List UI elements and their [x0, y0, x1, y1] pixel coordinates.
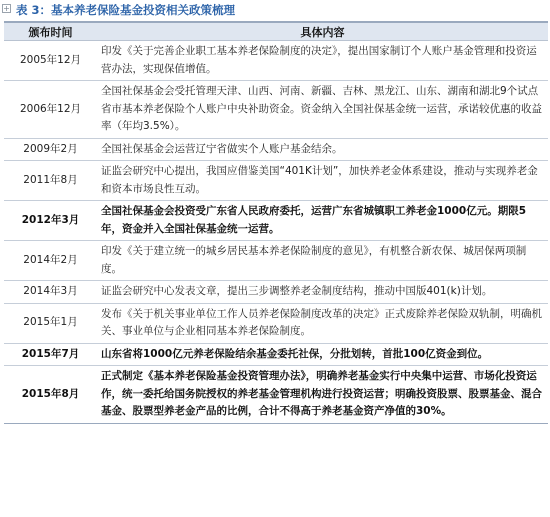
row-date: 2012年3月: [4, 201, 97, 241]
table-anchor-icon: +: [3, 4, 10, 13]
row-date: 2015年8月: [4, 366, 97, 424]
row-content: 发布《关于机关事业单位工作人员养老保险制度改革的决定》正式废除养老保险双轨制，明确机关、事业单位与企业相同基本养老保险制度。: [97, 303, 548, 343]
table-row: [4, 201, 548, 241]
table-header-row: [4, 22, 548, 41]
row-date: 2014年2月: [4, 241, 97, 281]
header-date: 颁布时间: [4, 22, 97, 41]
row-date: 2009年2月: [4, 138, 97, 161]
table-row: [4, 161, 548, 201]
row-date: 2015年7月: [4, 343, 97, 366]
row-content: 印发《关于完善企业职工基本养老保险制度的决定》，提出国家制订个人账户基金管理和投资运营办法，实现保值增值。: [97, 41, 548, 81]
table-row: [4, 41, 548, 81]
row-date: 2015年1月: [4, 303, 97, 343]
table-row: [4, 81, 548, 139]
header-content: 具体内容: [97, 22, 548, 41]
table-caption: 表 3：基本养老保险基金投资相关政策梳理: [16, 3, 236, 17]
table-row: [4, 366, 548, 424]
policy-table: [4, 21, 548, 424]
table-row: [4, 303, 548, 343]
row-date: 2005年12月: [4, 41, 97, 81]
row-content: 全国社保基金会受托管理天津、山西、河南、新疆、吉林、黑龙江、山东、湖南和湖北9个试点省市基本养老保险个人账户中央补助资金。资金纳入全国社保基金统一运营，承诺较优惠的收益率（年均3.5%）。: [97, 81, 548, 139]
row-content: 全国社保基金会运营辽宁省做实个人账户基金结余。: [97, 138, 548, 161]
table-row: [4, 281, 548, 304]
row-content: 证监会研究中心提出，我国应借鉴美国“401K计划”，加快养老金体系建设，推动与实现养老金和资本市场良性互动。: [97, 161, 548, 201]
row-date: 2011年8月: [4, 161, 97, 201]
row-content: 证监会研究中心发表文章，提出三步调整养老金制度结构，推动中国版401(k)计划。: [97, 281, 548, 304]
row-date: 2014年3月: [4, 281, 97, 304]
row-date: 2006年12月: [4, 81, 97, 139]
row-content: 山东省将1000亿元养老保险结余基金委托社保，分批划转，首批100亿资金到位。: [97, 343, 548, 366]
row-content: 印发《关于建立统一的城乡居民基本养老保险制度的意见》，有机整合新农保、城居保两项制度。: [97, 241, 548, 281]
table-row: [4, 241, 548, 281]
row-content: 全国社保基金会投资受广东省人民政府委托，运营广东省城镇职工养老金1000亿元。期限5年，资金并入全国社保基金统一运营。: [97, 201, 548, 241]
table-row: [4, 343, 548, 366]
row-content: 正式制定《基本养老保险基金投资管理办法》，明确养老基金实行中央集中运营、市场化投资运作，统一委托给国务院授权的养老基金管理机构进行投资运营；明确投资股票、股票基金、混合基金、股票型养老金产品的比例，合计不得高于养老基金资产净值的30%。: [97, 366, 548, 424]
table-row: [4, 138, 548, 161]
